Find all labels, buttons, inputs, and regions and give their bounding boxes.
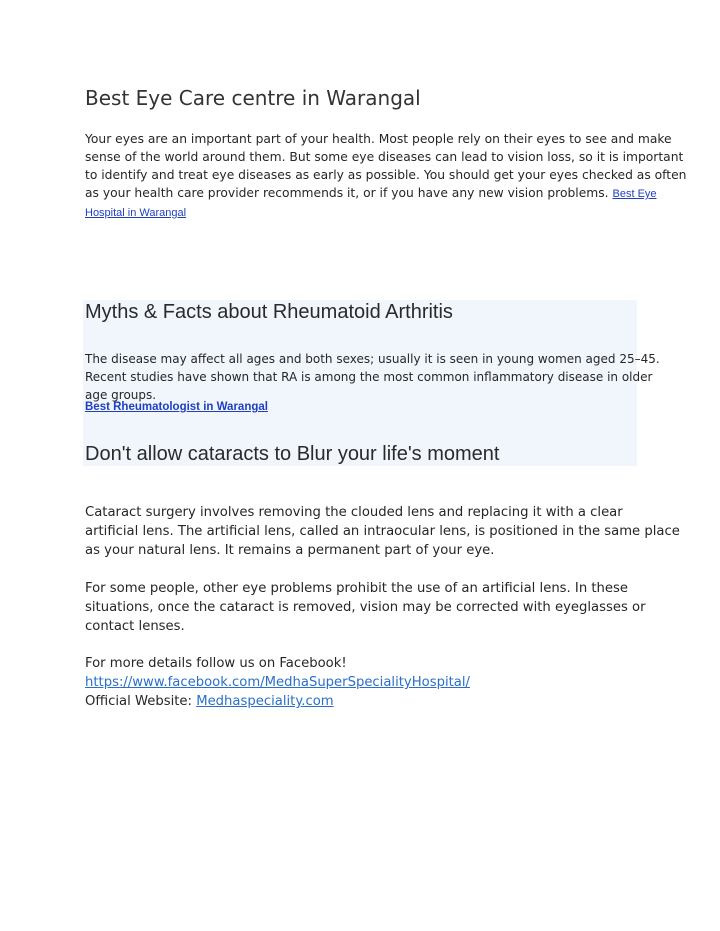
website-link[interactable]: Medhaspeciality.com [196, 694, 334, 709]
paragraph-line: For some people, other eye problems prohibit the use of an artificial lens. In these [85, 581, 628, 596]
paragraph-line: as your natural lens. It remains a permanent part of your eye. [85, 543, 495, 558]
eye-care-heading: Best Eye Care centre in Warangal [85, 86, 421, 110]
paragraph-line: contact lenses. [85, 619, 185, 634]
facebook-line [85, 673, 645, 692]
paragraph-line-with-link [85, 184, 657, 203]
paragraph-line: Your eyes are an important part of your health. Most people rely on their eyes to see and make [85, 132, 672, 146]
rheumatoid-paragraph [85, 350, 660, 404]
best-rheumatologist-link[interactable]: Best Rheumatologist in Warangal [85, 401, 268, 413]
facebook-link[interactable]: https://www.facebook.com/MedhaSuperSpecialityHospital/ [85, 675, 470, 690]
rheumatoid-heading: Myths & Facts about Rheumatoid Arthritis [85, 301, 453, 323]
paragraph-line: situations, once the cataract is removed, vision may be corrected with eyeglasses or [85, 600, 646, 615]
cataract-paragraph-1 [85, 503, 680, 560]
paragraph-line-text: as your health care provider recommends it, or if you have any new vision problems. [85, 186, 613, 200]
contact-paragraph [85, 654, 645, 711]
paragraph-line: artificial lens. The artificial lens, called an intraocular lens, is positioned in the same place [85, 524, 680, 539]
paragraph-line: The disease may affect all ages and both sexes; usually it is seen in young women aged 25–45. [85, 352, 660, 366]
paragraph-line: Cataract surgery involves removing the clouded lens and replacing it with a clear [85, 505, 623, 520]
paragraph-line: sense of the world around them. But some eye diseases can lead to vision loss, so it is important [85, 150, 684, 164]
website-line [85, 692, 645, 711]
website-label: Official Website: [85, 694, 197, 709]
paragraph-line: to identify and treat eye diseases as early as possible. You should get your eyes checked as often [85, 168, 687, 182]
eye-care-paragraph [85, 130, 687, 222]
follow-text: For more details follow us on Facebook! [85, 656, 347, 671]
paragraph-line: Recent studies have shown that RA is among the most common inflammatory disease in older [85, 370, 653, 384]
cataract-paragraph-2 [85, 579, 645, 636]
cataract-heading: Don't allow cataracts to Blur your life's moment [85, 443, 500, 465]
best-eye-hospital-link[interactable]: Best Eye [612, 188, 657, 200]
paragraph-line: age groups. [85, 388, 157, 402]
best-eye-hospital-link-cont[interactable]: Hospital in Warangal [85, 207, 187, 219]
paragraph-line-link [85, 203, 645, 222]
